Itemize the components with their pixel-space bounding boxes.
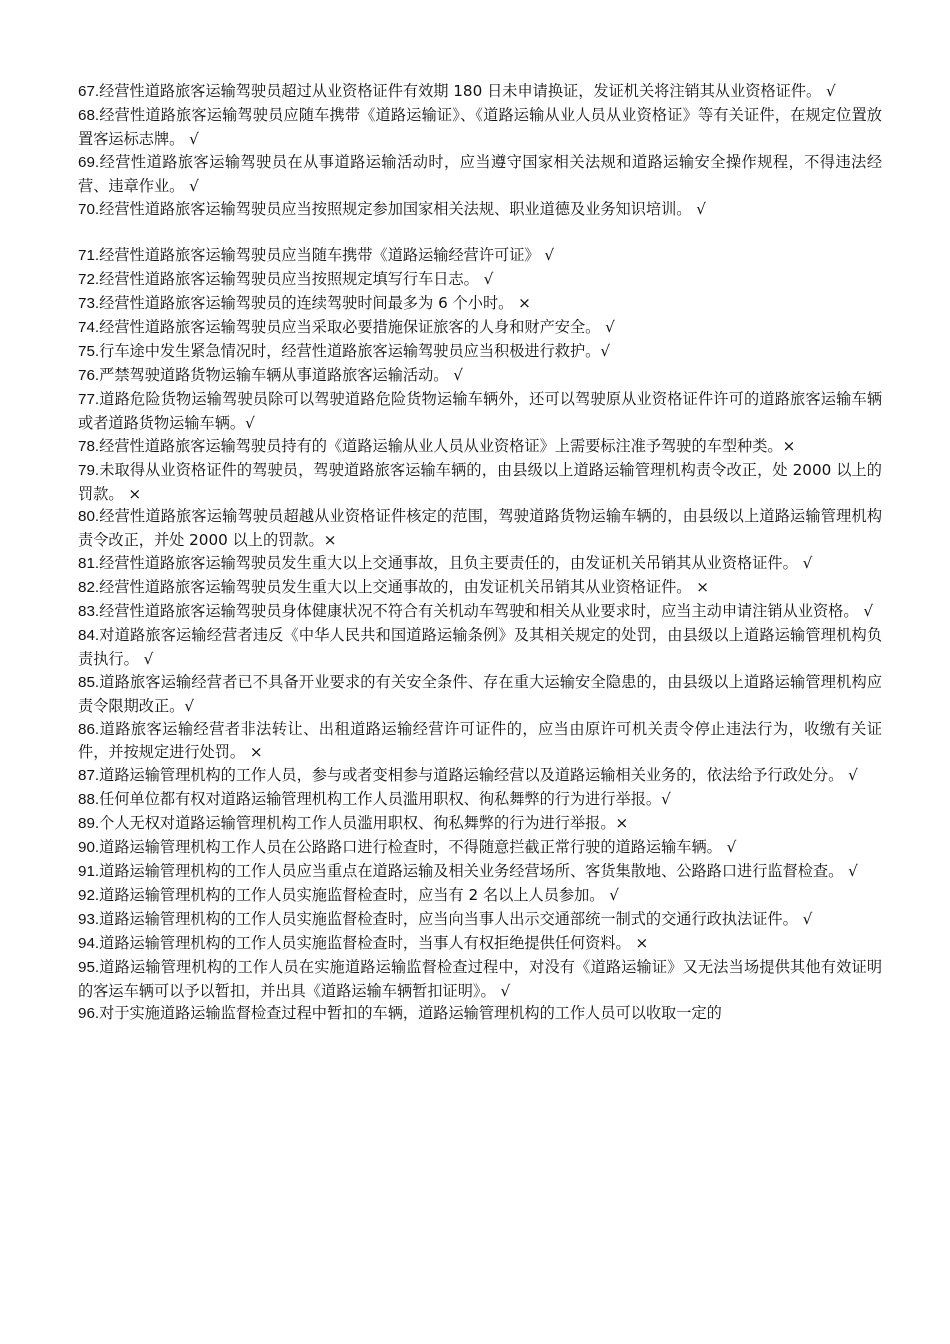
question-number: 85. — [78, 673, 100, 691]
question-text: 经营性道路旅客运输驾驶员应当按照规定填写行车日志。 √ — [99, 270, 494, 289]
question-text: 经营性道路旅客运输驾驶员应当按照规定参加国家相关法规、职业道德及业务知识培训。 √ — [99, 199, 706, 218]
question-item — [78, 435, 882, 459]
question-text: 个人无权对道路运输管理机构工作人员滥用职权、徇私舞弊的行为进行举报。× — [99, 814, 629, 833]
question-text: 行车途中发生紧急情况时，经营性道路旅客运输驾驶员应当积极进行救护。√ — [99, 342, 610, 361]
question-text: 道路运输管理机构工作人员在公路路口进行检查时，不得随意拦截正常行驶的道路运输车辆。 √ — [99, 838, 737, 857]
question-item — [78, 552, 882, 576]
question-item — [78, 268, 882, 292]
question-text: 道路运输管理机构的工作人员应当重点在道路运输及相关业务经营场所、客货集散地、公路路口进行监督检查。 √ — [99, 862, 858, 880]
question-text: 道路旅客运输经营者已不具备开业要求的有关安全条件、存在重大运输安全隐患的，由县级以上道路运输管理机构应责令限期改正。√ — [78, 672, 882, 715]
question-text: 对于实施道路运输监督检查过程中暂扣的车辆，道路运输管理机构的工作人员可以收取一定的 — [99, 1004, 722, 1023]
question-text: 经营性道路旅客运输驾驶员发生重大以上交通事故，且负主要责任的，由发证机关吊销其从业资格证件。 √ — [99, 554, 813, 573]
question-text: 任何单位都有权对道路运输管理机构工作人员滥用职权、徇私舞弊的行为进行举报。√ — [99, 790, 671, 809]
question-text: 道路运输管理机构的工作人员实施监督检查时，应当有 2 名以上人员参加。 √ — [99, 885, 619, 904]
question-item — [78, 956, 882, 1003]
question-number: 76. — [78, 366, 100, 384]
question-number: 84. — [78, 626, 100, 644]
question-item — [78, 104, 882, 151]
question-number: 77. — [78, 390, 100, 408]
question-item — [78, 788, 882, 812]
question-number: 81. — [78, 555, 100, 573]
question-number: 80. — [78, 508, 100, 526]
question-text: 道路运输管理机构的工作人员在实施道路运输监督检查过程中，对没有《道路运输证》又无法当场提供其他有效证明的客运车辆可以予以暂扣，并出具《道路运输车辆暂扣证明》。 √ — [78, 957, 882, 1000]
question-text: 经营性道路旅客运输驾驶员超越从业资格证件核定的范围，驾驶道路货物运输车辆的，由县级以上道路运输管理机构责令改正，并处 2000 以上的罚款。× — [78, 507, 882, 550]
question-number: 95. — [78, 958, 100, 976]
question-item — [78, 718, 882, 765]
question-item — [78, 1002, 882, 1026]
question-text: 道路运输管理机构的工作人员实施监督检查时，当事人有权拒绝提供任何资料。 × — [99, 933, 649, 952]
question-text: 道路危险货物运输驾驶员除可以驾驶道路危险货物运输车辆外，还可以驾驶原从业资格证件许可的道路旅客运输车辆或者道路货物运输车辆。√ — [78, 389, 882, 432]
question-item — [78, 364, 882, 388]
question-number: 69. — [78, 153, 100, 171]
question-item — [78, 316, 882, 340]
question-number: 82. — [78, 579, 100, 597]
question-number: 74. — [78, 319, 100, 337]
question-number: 79. — [78, 461, 100, 479]
question-number: 78. — [78, 437, 100, 455]
question-text: 道路运输管理机构的工作人员实施监督检查时，应当向当事人出示交通部统一制式的交通行政执法证件。 √ — [99, 909, 813, 928]
question-item — [78, 388, 882, 435]
question-text: 经营性道路旅客运输驾驶员身体健康状况不符合有关机动车驾驶和相关从业要求时，应当主动申请注销从业资格。 √ — [99, 602, 874, 621]
question-list — [78, 80, 882, 1026]
question-item — [78, 884, 882, 908]
question-number: 91. — [78, 863, 100, 880]
document-page — [78, 80, 882, 1026]
question-number: 70. — [78, 200, 100, 218]
question-number: 75. — [78, 343, 100, 361]
question-number: 86. — [78, 720, 100, 738]
question-item — [78, 600, 882, 624]
question-number: 93. — [78, 910, 100, 928]
question-item — [78, 671, 882, 718]
question-text: 经营性道路旅客运输驾驶员发生重大以上交通事故的，由发证机关吊销其从业资格证件。 × — [99, 578, 709, 597]
question-item — [78, 764, 882, 788]
question-item — [78, 908, 882, 932]
question-number: 90. — [78, 839, 100, 857]
question-number: 94. — [78, 934, 100, 952]
question-text: 经营性道路旅客运输驾驶员持有的《道路运输从业人员从业资格证》上需要标注准予驾驶的车型种类。× — [99, 436, 796, 455]
question-text: 经营性道路旅客运输驾驶员应随车携带《道路运输证》、《道路运输从业人员从业资格证》等有关证件，在规定位置放置客运标志牌。 √ — [78, 105, 882, 148]
question-number: 88. — [78, 791, 100, 809]
question-text: 经营性道路旅客运输驾驶员在从事道路运输活动时，应当遵守国家相关法规和道路运输安全操作规程，不得违法经营、违章作业。 √ — [78, 152, 882, 195]
question-item — [78, 459, 882, 506]
question-text: 经营性道路旅客运输驾驶员应当随车携带《道路运输经营许可证》 √ — [99, 246, 555, 265]
question-item — [78, 932, 882, 956]
question-item — [78, 576, 882, 600]
question-number: 87. — [78, 767, 100, 785]
question-item — [78, 244, 882, 268]
question-text: 未取得从业资格证件的驾驶员，驾驶道路旅客运输车辆的，由县级以上道路运输管理机构责令改正，处 2000 以上的罚款。 × — [78, 460, 882, 503]
question-item — [78, 860, 882, 884]
question-item — [78, 505, 882, 552]
question-text: 道路运输管理机构的工作人员，参与或者变相参与道路运输经营以及道路运输相关业务的，依法给予行政处分。 √ — [99, 766, 858, 785]
question-number: 96. — [78, 1005, 100, 1023]
question-number: 89. — [78, 815, 100, 833]
question-item — [78, 836, 882, 860]
question-item — [78, 624, 882, 671]
question-text: 严禁驾驶道路货物运输车辆从事道路旅客运输活动。 √ — [99, 365, 463, 384]
question-number: 73. — [78, 295, 100, 313]
question-number: 92. — [78, 886, 100, 904]
question-number: 68. — [78, 106, 100, 124]
question-item — [78, 292, 882, 316]
question-number: 72. — [78, 271, 100, 289]
question-number: 71. — [78, 247, 100, 265]
question-item — [78, 812, 882, 836]
question-item — [78, 198, 882, 222]
question-item — [78, 80, 882, 104]
question-item — [78, 340, 882, 364]
question-text: 经营性道路旅客运输驾驶员应当采取必要措施保证旅客的人身和财产安全。 √ — [99, 318, 615, 337]
question-text: 经营性道路旅客运输驾驶员的连续驾驶时间最多为 6 个小时。 × — [99, 294, 531, 313]
question-number: 67. — [78, 83, 100, 100]
question-text: 经营性道路旅客运输驾驶员超过从业资格证件有效期 180 日未申请换证，发证机关将注销其从业资格证件。 √ — [99, 82, 836, 100]
question-text: 道路旅客运输经营者非法转让、出租道路运输经营许可证件的，应当由原许可机关责令停止违法行为，收缴有关证件，并按规定进行处罚。 × — [78, 719, 882, 762]
question-text: 对道路旅客运输经营者违反《中华人民共和国道路运输条例》及其相关规定的处罚，由县级以上道路运输管理机构负责执行。 √ — [78, 625, 882, 668]
question-item — [78, 151, 882, 198]
question-number: 83. — [78, 603, 100, 621]
